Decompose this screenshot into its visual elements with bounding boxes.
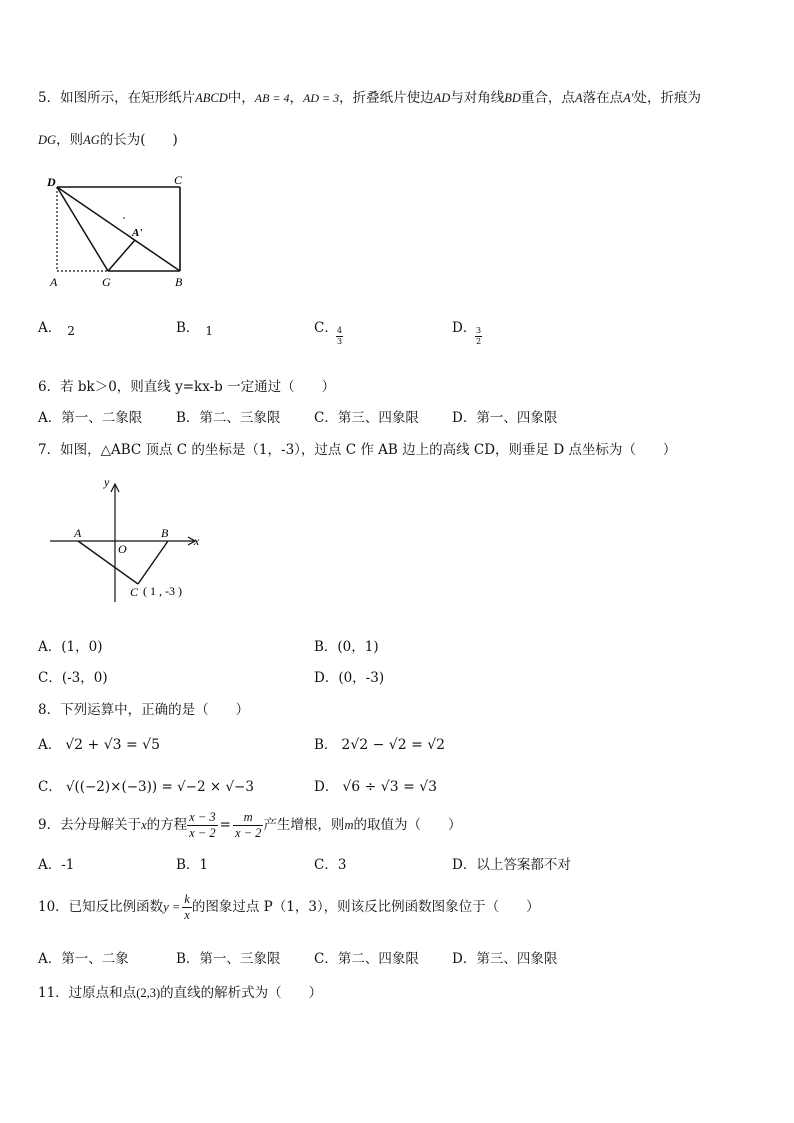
- option-label: C．: [314, 320, 338, 336]
- q11-stem: [38, 981, 322, 1001]
- q5-math-aprime: A′: [623, 91, 634, 105]
- option-value: 1: [205, 324, 214, 338]
- q5-option-b[interactable]: [176, 316, 213, 336]
- q9-math-x: x: [141, 818, 147, 832]
- q7-option-d[interactable]: D．(0，-3): [314, 670, 385, 686]
- q5-math-a: A: [574, 91, 583, 105]
- q11-math-point: (2,3): [136, 986, 161, 1000]
- label-c-coordinate: ( 1 , -3 ): [143, 584, 182, 598]
- q5-text: ，: [289, 90, 303, 106]
- label-b: B: [161, 526, 169, 540]
- q10-text: 的图象过点 P（1，3），则该反比例函数图象位于（ ）: [191, 899, 540, 915]
- segment-ga-prime: [108, 240, 135, 271]
- option-label: A．: [38, 320, 62, 336]
- q5-stem-line1: [38, 86, 701, 106]
- q10-option-c[interactable]: C．第二、四象限: [314, 951, 419, 967]
- label-y: y: [104, 475, 110, 489]
- q8-option-b[interactable]: [314, 733, 445, 753]
- q10-text: 10．已知反比例函数: [38, 899, 164, 915]
- q9-lhs-fraction: [187, 810, 217, 841]
- option-label: D．: [452, 320, 477, 336]
- q9-text: 9．去分母解关于: [38, 817, 142, 833]
- frac-num: m: [233, 810, 263, 826]
- label-o: O: [118, 542, 127, 556]
- q5-text: ，则: [56, 132, 84, 148]
- q11-text: 11．过原点和点: [38, 985, 137, 1001]
- frac-den: 3: [337, 337, 343, 346]
- q10-stem: [38, 890, 540, 924]
- option-label: C．: [38, 779, 62, 795]
- option-label: B．: [176, 320, 200, 336]
- q5-text: ，折叠纸片使边: [339, 90, 434, 106]
- q5-option-c-fraction: [336, 326, 343, 347]
- option-expression: 2√2 − √2 = √2: [341, 737, 446, 753]
- q5-math-ad2: AD: [433, 91, 451, 105]
- q7-stem: 7．如图，△ABC 顶点 C 的坐标是（1，-3），过点 C 作 AB 边上的高线 CD，则垂足 D 点坐标为（ ）: [38, 442, 677, 458]
- q9-option-c[interactable]: C．3: [314, 857, 347, 873]
- option-label: D．: [314, 779, 339, 795]
- q9-stem: [38, 808, 461, 842]
- q5-option-a[interactable]: [38, 316, 75, 336]
- q6-option-a[interactable]: A．第一、二象限: [38, 410, 143, 426]
- option-label: B．: [314, 737, 338, 753]
- q9-text: 产生增根，则: [263, 817, 345, 833]
- q5-math-bd: BD: [504, 91, 521, 105]
- label-g: G: [102, 275, 111, 289]
- q5-option-c[interactable]: [314, 316, 338, 336]
- q6-option-d[interactable]: D．第一、四象限: [452, 410, 558, 426]
- q9-text: 的取值为（ ）: [353, 817, 462, 833]
- option-value: 2: [67, 324, 75, 338]
- q5-text: 的长为( ): [99, 132, 178, 148]
- frac-den: x: [184, 908, 190, 922]
- q5-text: 与对角线: [450, 90, 505, 106]
- q10-option-b[interactable]: B．第一、三象限: [176, 951, 281, 967]
- q5-math-abcd: ABCD: [195, 91, 228, 105]
- q8-option-a[interactable]: [38, 733, 160, 753]
- q11-text: 的直线的解析式为（ ）: [160, 985, 323, 1001]
- q5-stem-line2: [38, 128, 178, 148]
- q6-option-b[interactable]: B．第二、三象限: [176, 410, 281, 426]
- q8-option-c[interactable]: [38, 775, 254, 795]
- q7-option-a[interactable]: A．(1，0): [38, 639, 103, 655]
- frac-num: 4: [337, 326, 343, 335]
- q10-option-a[interactable]: A．第一、二象: [38, 951, 129, 967]
- label-c: C: [130, 585, 139, 599]
- option-expression: √((−2)×(−3)) = √−2 × √−3: [65, 779, 254, 795]
- q9-option-d[interactable]: D．以上答案都不对: [452, 857, 571, 873]
- q5-text: 5．如图所示，在矩形纸片: [38, 90, 196, 106]
- frac-den: x − 2: [189, 826, 216, 840]
- stray-dot: [123, 217, 125, 219]
- edge-cb: [138, 541, 168, 584]
- label-d: D: [47, 175, 56, 189]
- q5-text: 中，: [227, 90, 255, 106]
- q5-rectangle-figure: [40, 170, 200, 295]
- q5-text: 落在点: [582, 90, 624, 106]
- q10-option-d[interactable]: D．第三、四象限: [452, 951, 558, 967]
- frac-num: 3: [476, 326, 482, 335]
- q5-math-ab: AB = 4: [254, 91, 290, 105]
- edge-ac: [78, 541, 138, 584]
- q5-math-ag: AG: [83, 133, 100, 147]
- q8-stem: 8．下列运算中，正确的是（ ）: [38, 702, 250, 718]
- q9-text: 的方程: [146, 817, 188, 833]
- q10-fraction: [182, 892, 192, 923]
- option-expression: √2 + √3 = √5: [65, 737, 160, 753]
- label-a: A: [74, 526, 82, 540]
- q7-option-b[interactable]: B．(0，1): [314, 639, 379, 655]
- q9-option-a[interactable]: A．-1: [38, 857, 75, 873]
- frac-den: 2: [476, 337, 482, 346]
- label-x: x: [194, 534, 200, 548]
- q6-stem: 6．若 bk＞0，则直线 y=kx-b 一定通过（ ）: [38, 379, 336, 395]
- q5-option-d-fraction: [475, 326, 482, 347]
- label-a-prime: A': [132, 227, 143, 239]
- q8-option-d[interactable]: [314, 775, 437, 795]
- option-label: A．: [38, 737, 62, 753]
- q9-option-b[interactable]: B．1: [176, 857, 209, 873]
- frac-num: k: [184, 892, 190, 906]
- q5-text: 重合，点: [520, 90, 575, 106]
- q6-option-c[interactable]: C．第三、四象限: [314, 410, 419, 426]
- q9-equals: =: [219, 817, 231, 833]
- label-c: C: [174, 173, 183, 187]
- q5-math-ad: AD = 3: [303, 91, 340, 105]
- q10-math-y: y =: [163, 900, 181, 914]
- option-expression: √6 ÷ √3 = √3: [342, 779, 438, 795]
- frac-den: x − 2: [234, 826, 262, 840]
- fold-dg: [57, 187, 108, 271]
- label-a: A: [50, 275, 58, 289]
- q5-math-dg: DG: [38, 133, 57, 147]
- q5-option-d[interactable]: [452, 316, 476, 336]
- label-b: B: [175, 275, 183, 289]
- q9-rhs-fraction: [233, 810, 263, 841]
- q7-option-c[interactable]: C．(-3，0): [38, 670, 108, 686]
- q5-text: 处，折痕为: [633, 90, 701, 106]
- q9-math-m: m: [344, 818, 354, 832]
- frac-num: x − 3: [189, 810, 216, 824]
- q7-coordinate-figure: [44, 472, 214, 607]
